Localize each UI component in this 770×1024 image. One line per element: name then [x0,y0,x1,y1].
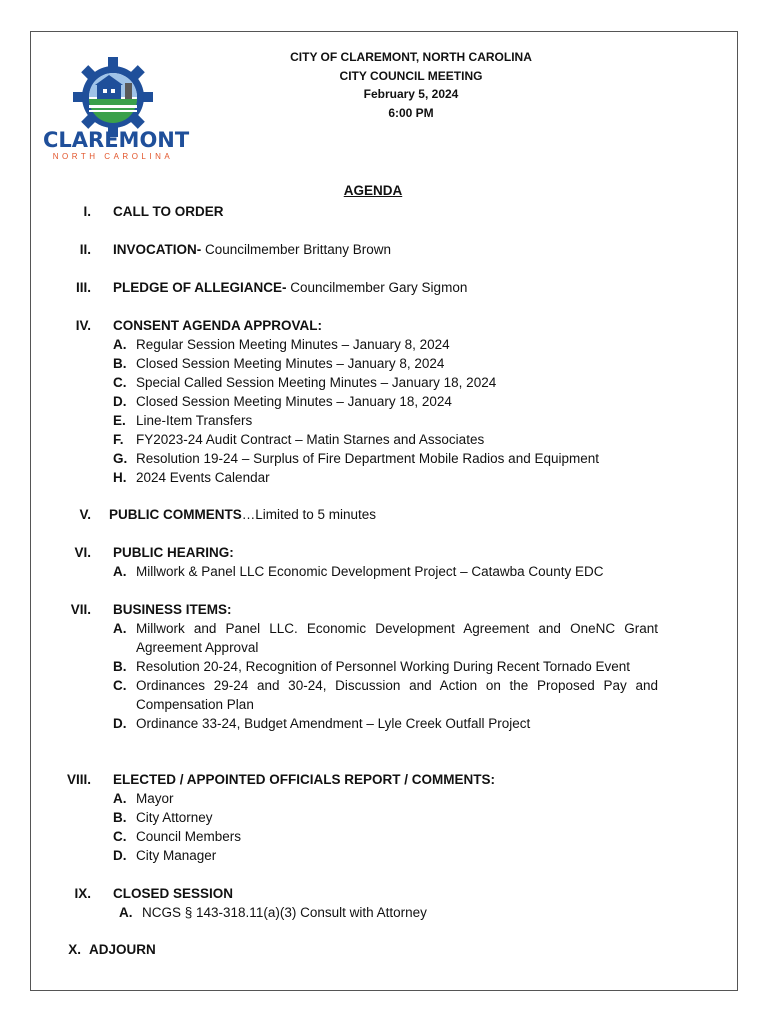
list-item: F. FY2023-24 Audit Contract – Matin Starnes and Associates [113,432,485,447]
section-number: VI. [74,545,91,560]
section-items [113,619,658,733]
section-number: X. [68,942,81,957]
logo-subtitle: NORTH CAROLINA [52,152,174,161]
header-city: CITY OF CLAREMONT, NORTH CAROLINA [290,50,532,64]
list-item: D. City Manager [113,848,217,863]
section-title: CONSENT AGENDA APPROVAL: [113,318,323,333]
section-title: PLEDGE OF ALLEGIANCE- Councilmember Gary Sigmon [113,280,468,295]
section-title: ADJOURN [89,942,156,957]
section-title: INVOCATION- Councilmember Brittany Brown [113,242,392,257]
section-title: PUBLIC COMMENTS…Limited to 5 minutes [109,507,377,522]
list-item: D. Closed Session Meeting Minutes – January 18, 2024 [113,394,452,409]
list-item: C. Council Members [113,829,242,844]
section-detail: …Limited to 5 minutes [241,507,377,522]
list-item: B. City Attorney [113,810,213,825]
section-items [113,562,658,581]
section-number: I. [83,204,91,219]
section-title: ELECTED / APPOINTED OFFICIALS REPORT / COMMENTS: [113,772,496,787]
list-item: B. Closed Session Meeting Minutes – January 8, 2024 [113,356,445,371]
agenda-title: AGENDA [343,183,403,198]
list-item: D. Ordinance 33-24, Budget Amendment – Lyle Creek Outfall Project [113,716,531,731]
section-detail: Councilmember Gary Sigmon [286,280,468,295]
header-time: 6:00 PM [388,105,434,120]
meeting-header [221,48,601,122]
section-detail: Councilmember Brittany Brown [201,242,392,257]
section-number: IX. [74,886,91,901]
list-item: E. Line-Item Transfers [113,413,253,428]
section-number: IV. [75,318,91,333]
header-meeting: CITY COUNCIL MEETING [339,68,483,83]
list-item: A. NCGS § 143-318.11(a)(3) Consult with Attorney [119,905,427,920]
list-item: A. Mayor [113,791,174,806]
section-items [113,789,658,865]
list-item: G. Resolution 19-24 – Surplus of Fire Department Mobile Radios and Equipment [113,451,600,466]
list-item: C. Special Called Session Meeting Minutes – January 18, 2024 [113,375,497,390]
logo-wordmark: CLAREMONT [43,128,190,152]
agenda-page [30,31,738,991]
list-item: B. Resolution 20-24, Recognition of Personnel Working During Recent Tornado Event [113,659,631,674]
section-number: VII. [70,602,91,617]
list-item: A. Millwork and Panel LLC. Economic Development Agreement and OneNC Grant Agreement Approval [113,621,658,655]
list-item: A. Regular Session Meeting Minutes – January 8, 2024 [113,337,450,352]
section-items [119,903,664,922]
list-item: H. 2024 Events Calendar [113,470,270,485]
section-title: PUBLIC HEARING: [113,545,234,560]
section-title: CALL TO ORDER [113,204,224,219]
header-date: February 5, 2024 [363,87,459,101]
section-number: V. [79,507,91,522]
list-item: C. Ordinances 29-24 and 30-24, Discussion and Action on the Proposed Pay and Compensation Plan [113,678,658,712]
list-item: A. Millwork & Panel LLC Economic Development Project – Catawba County EDC [113,564,604,579]
section-title: BUSINESS ITEMS: [113,602,232,617]
section-items [113,335,658,487]
section-number: II. [79,242,91,257]
section-number: VIII. [66,772,91,787]
section-number: III. [75,280,91,295]
section-title: CLOSED SESSION [113,886,234,901]
